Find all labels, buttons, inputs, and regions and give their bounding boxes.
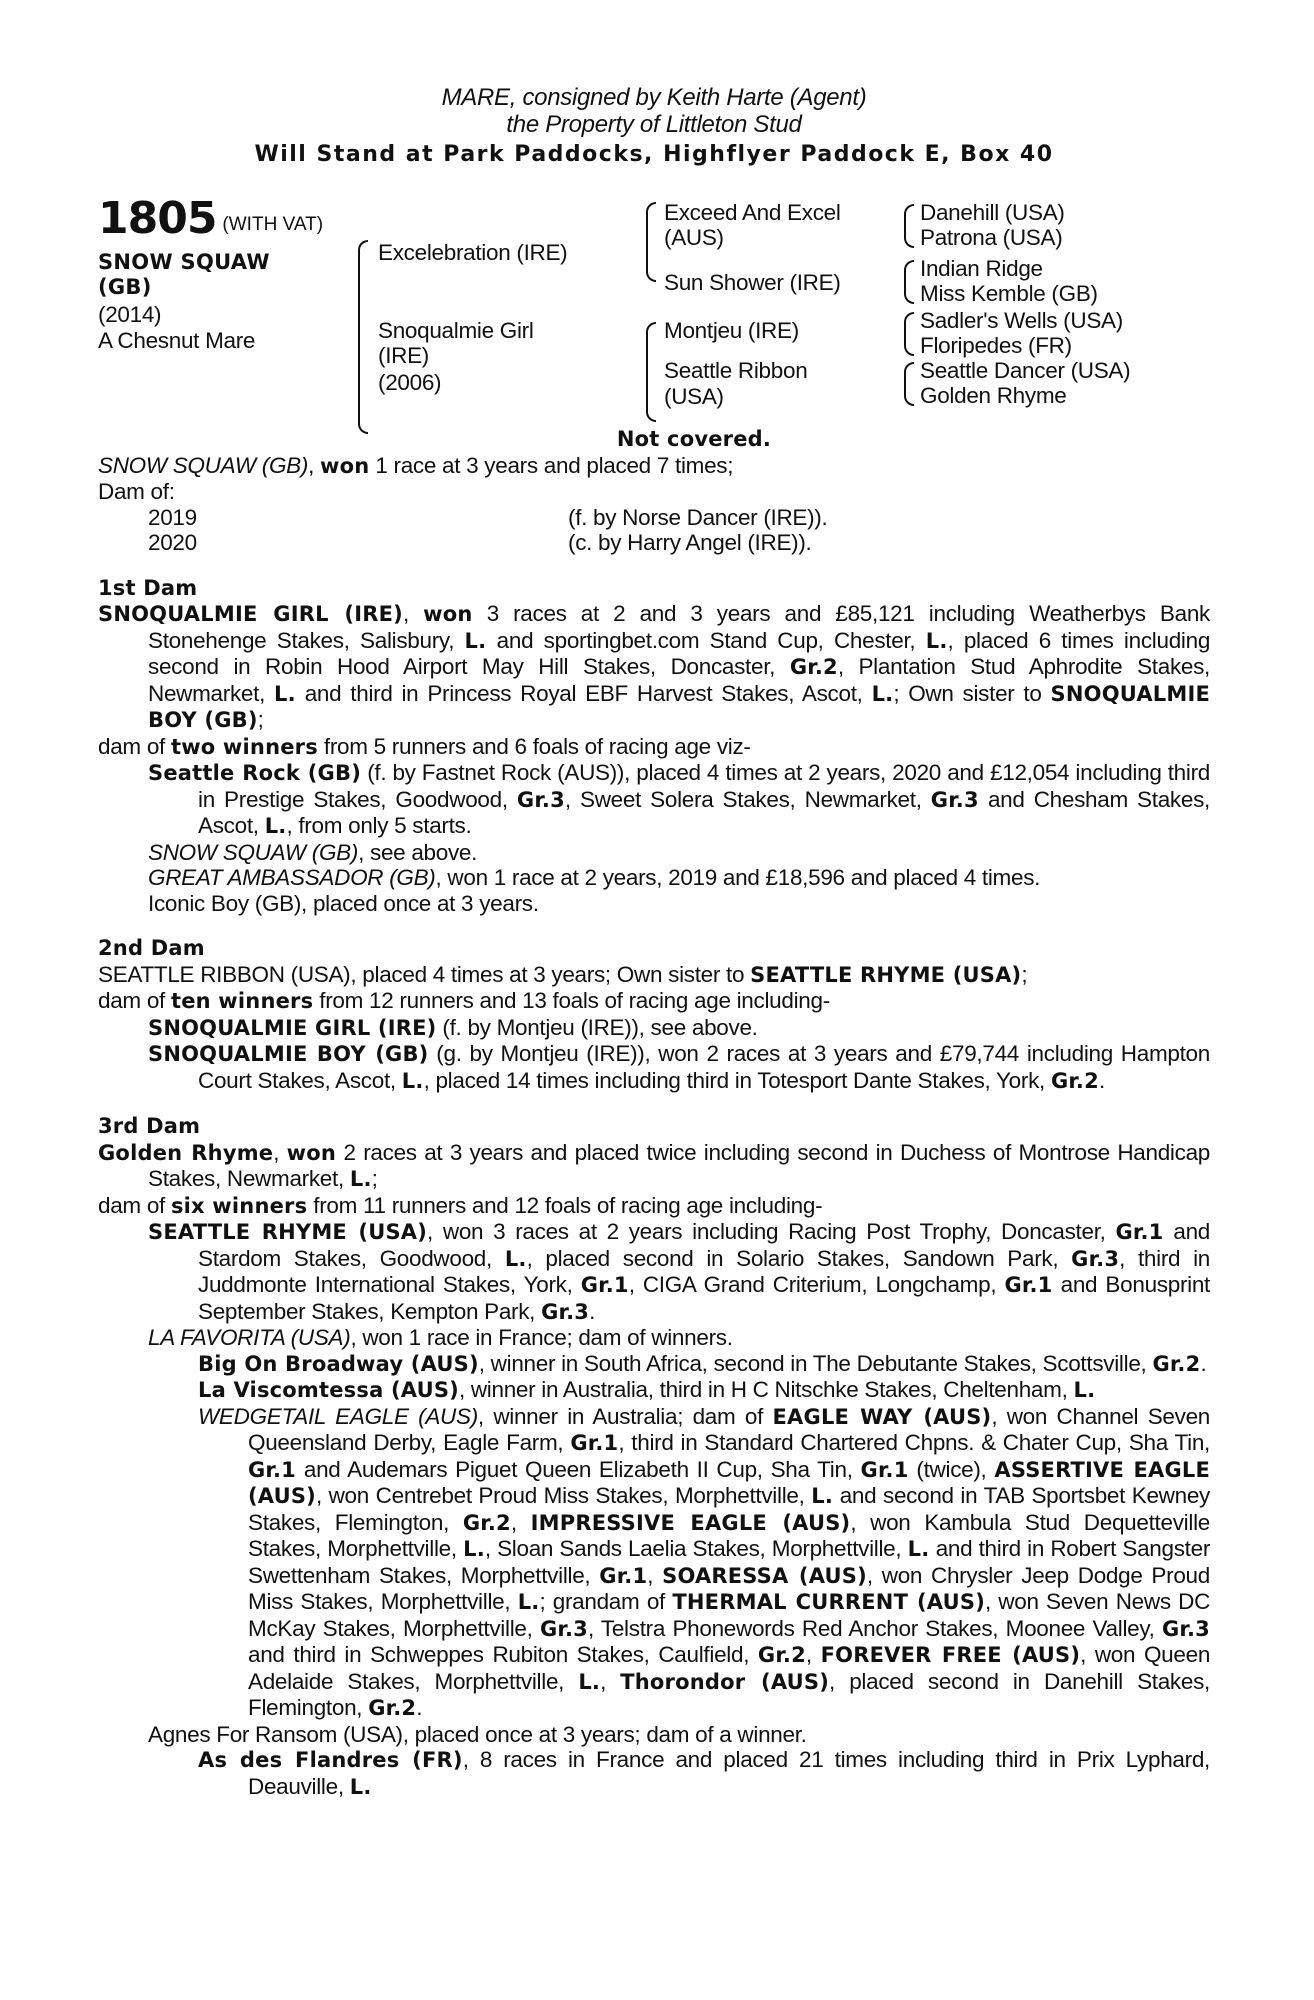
- dam-country: (IRE): [378, 343, 429, 368]
- dam: Snoqualmie Girl: [378, 318, 534, 343]
- produce-row: [98, 530, 1210, 556]
- dam-sire-sire: Sadler's Wells (USA): [920, 308, 1123, 333]
- dam-dam-country: (USA): [664, 384, 724, 409]
- section-heading: 3rd Dam: [98, 1114, 201, 1138]
- vat-note: (WITH VAT): [222, 214, 324, 235]
- sire-sire-dam: Patrona (USA): [920, 225, 1063, 250]
- catalogue-page: [98, 84, 1210, 1800]
- dam-of-line: dam of six winners from 11 runners and 12 foals of racing age including-: [98, 1192, 823, 1218]
- horse-description: A Chesnut Mare: [98, 328, 256, 353]
- grandchild-entry: La Viscomtessa (AUS), winner in Australia, third in H C Nitschke Stakes, Cheltenham, L.: [198, 1377, 1096, 1402]
- produce-entry: SEATTLE RHYME (USA), won 3 races at 2 years including Racing Post Trophy, Doncaster, Gr.1 and Stardom Stakes, Goodwood, L., placed second in Solario Stakes, Sandown Park, Gr.3, third in Juddmonte International Stakes, York, Gr.1, CIGA Grand Criterium, Longchamp, Gr.1 and Bonusprint September Stakes, Kempton Park, Gr.3.: [148, 1219, 1210, 1324]
- consignor-line: MARE, consigned by Keith Harte (Agent): [441, 84, 867, 111]
- grandchild-entry: As des Flandres (FR), 8 races in France and placed 21 times including third in Prix Lyphard, Deauville, L.: [198, 1747, 1210, 1799]
- produce-year: 2019: [148, 504, 197, 530]
- stand-location: Will Stand at Park Paddocks, Highflyer Paddock E, Box 40: [254, 142, 1054, 167]
- dam-of-line: dam of ten winners from 12 runners and 13 foals of racing age including-: [98, 988, 830, 1013]
- dam-dam-dam: Golden Rhyme: [920, 383, 1067, 408]
- dam-dam-sire: Seattle Dancer (USA): [920, 358, 1131, 383]
- dam-year: (2006): [378, 370, 442, 395]
- horse-country: (GB): [98, 275, 152, 299]
- second-dam-section: [98, 936, 1210, 1094]
- grandchild-entry: Big On Broadway (AUS), winner in South Africa, second in The Debutante Stakes, Scottsville, Gr.2.: [198, 1350, 1207, 1376]
- pedigree-brace: [646, 322, 656, 422]
- produce-year: 2020: [148, 530, 197, 555]
- dam-sire: Montjeu (IRE): [664, 318, 799, 343]
- produce-detail: (f. by Norse Dancer (IRE)).: [568, 504, 828, 530]
- property-line: the Property of Littleton Stud: [506, 111, 802, 138]
- produce-entry: SNOQUALMIE GIRL (IRE) (f. by Montjeu (IRE)), see above.: [148, 1014, 758, 1040]
- dam-record: SNOQUALMIE GIRL (IRE), won 3 races at 2 and 3 years and £85,121 including Weatherbys Bank Stonehenge Stakes, Salisbury, L. and sportingbet.com Stand Cup, Chester, L., placed 6 times including second in Robin Hood Airport May Hill Stakes, Doncaster, Gr.2, Plantation Stud Aphrodite Stakes, Newmarket, L. and third in Princess Royal EBF Harvest Stakes, Ascot, L.; Own sister to SNOQUALMIE BOY (GB);: [98, 601, 1211, 732]
- lot-number: 1805: [98, 193, 217, 244]
- dam-of-label: Dam of:: [98, 479, 175, 504]
- summary-name: SNOW SQUAW (GB): [98, 452, 309, 478]
- produce-row: [98, 505, 1210, 531]
- pedigree-brace: [904, 362, 914, 406]
- sire-dam-dam: Miss Kemble (GB): [920, 281, 1098, 306]
- dam-of-line: dam of two winners from 5 runners and 6 foals of racing age viz-: [98, 733, 751, 759]
- sire-sire-sire: Danehill (USA): [920, 200, 1065, 225]
- summary-record: 1 race at 3 years and placed 7 times;: [375, 452, 734, 478]
- dam-dam: Seattle Ribbon: [664, 358, 808, 383]
- produce-entry: Agnes For Ransom (USA), placed once at 3 years; dam of a winner.: [148, 1721, 807, 1747]
- dam-record: SEATTLE RIBBON (USA), placed 4 times at 3 years; Own sister to SEATTLE RHYME (USA);: [98, 961, 1028, 987]
- sire: Excelebration (IRE): [378, 240, 568, 265]
- section-heading: 2nd Dam: [98, 936, 205, 960]
- first-dam-section: [98, 576, 1210, 917]
- sire-sire: Exceed And Excel: [664, 200, 841, 225]
- sire-sire-country: (AUS): [664, 225, 724, 250]
- pedigree-brace: [904, 260, 914, 304]
- produce-entry: Seattle Rock (GB) (f. by Fastnet Rock (AUS)), placed 4 times at 2 years, 2020 and £12,054 including third in Prestige Stakes, Goodwood, Gr.3, Sweet Solera Stakes, Newmarket, Gr.3 and Chesham Stakes, Ascot, L., from only 5 starts.: [148, 760, 1211, 838]
- pedigree-brace: [904, 312, 914, 356]
- dam-name: SNOQUALMIE GIRL (IRE): [98, 602, 403, 626]
- lot-header: [98, 84, 1210, 170]
- summary-won: won: [320, 453, 370, 478]
- section-heading: 1st Dam: [98, 575, 198, 600]
- pedigree-brace: [904, 204, 914, 248]
- produce-entry: GREAT AMBASSADOR (GB), won 1 race at 2 years, 2019 and £18,596 and placed 4 times.: [148, 865, 1041, 890]
- grandchild-entry: WEDGETAIL EAGLE (AUS), winner in Australia; dam of EAGLE WAY (AUS), won Channel Seven Queensland Derby, Eagle Farm, Gr.1, third in Standard Chartered Chpns. & Chater Cup, Sha Tin, Gr.1 and Audemars Piguet Queen Elizabeth II Cup, Sha Tin, Gr.1 (twice), ASSERTIVE EAGLE (AUS), won Centrebet Proud Miss Stakes, Morphettville, L. and second in TAB Sportsbet Kewney Stakes, Flemington, Gr.2, IMPRESSIVE EAGLE (AUS), won Kambula Stud Dequetteville Stakes, Morphettville, L., Sloan Sands Laelia Stakes, Morphettville, L. and third in Robert Sangster Swettenham Stakes, Morphettville, Gr.1, SOARESSA (AUS), won Chrysler Jeep Dodge Proud Miss Stakes, Morphettville, L.; grandam of THERMAL CURRENT (AUS), won Seven News DC McKay Stakes, Morphettville, Gr.3, Telstra Phonewords Red Anchor Stakes, Moonee Valley, Gr.3 and third in Schweppes Rubiton Stakes, Caulfield, Gr.2, FOREVER FREE (AUS), won Queen Adelaide Stakes, Morphettville, L., Thorondor (AUS), placed second in Danehill Stakes, Flemington, Gr.2.: [198, 1403, 1211, 1720]
- pedigree-brace: [646, 202, 656, 282]
- dam-sire-dam: Floripedes (FR): [920, 333, 1072, 358]
- pedigree-table: [98, 193, 1210, 435]
- third-dam-section: [98, 1114, 1210, 1800]
- horse-name: SNOW SQUAW: [98, 250, 270, 274]
- sire-dam-sire: Indian Ridge: [920, 256, 1043, 281]
- horse-summary: SNOW SQUAW (GB), won 1 race at 3 years and placed 7 times;: [98, 452, 734, 478]
- produce-entry: SNOW SQUAW (GB), see above.: [148, 839, 478, 865]
- sire-dam: Sun Shower (IRE): [664, 270, 841, 295]
- pedigree-brace: [358, 240, 368, 434]
- produce-detail: (c. by Harry Angel (IRE)).: [568, 530, 812, 555]
- foaling-year: (2014): [98, 302, 162, 327]
- dam-record: Golden Rhyme, won 2 races at 3 years and placed twice including second in Duchess of Montrose Handicap Stakes, Newmarket, L.;: [98, 1139, 1211, 1191]
- produce-entry: Iconic Boy (GB), placed once at 3 years.: [148, 890, 539, 916]
- produce-entry: LA FAVORITA (USA), won 1 race in France; dam of winners.: [148, 1325, 733, 1350]
- covering-status: Not covered.: [616, 427, 772, 451]
- produce-entry: SNOQUALMIE BOY (GB) (g. by Montjeu (IRE)), won 2 races at 3 years and £79,744 including Hampton Court Stakes, Ascot, L., placed 14 times including third in Totesport Dante Stakes, York, Gr.2.: [148, 1041, 1210, 1093]
